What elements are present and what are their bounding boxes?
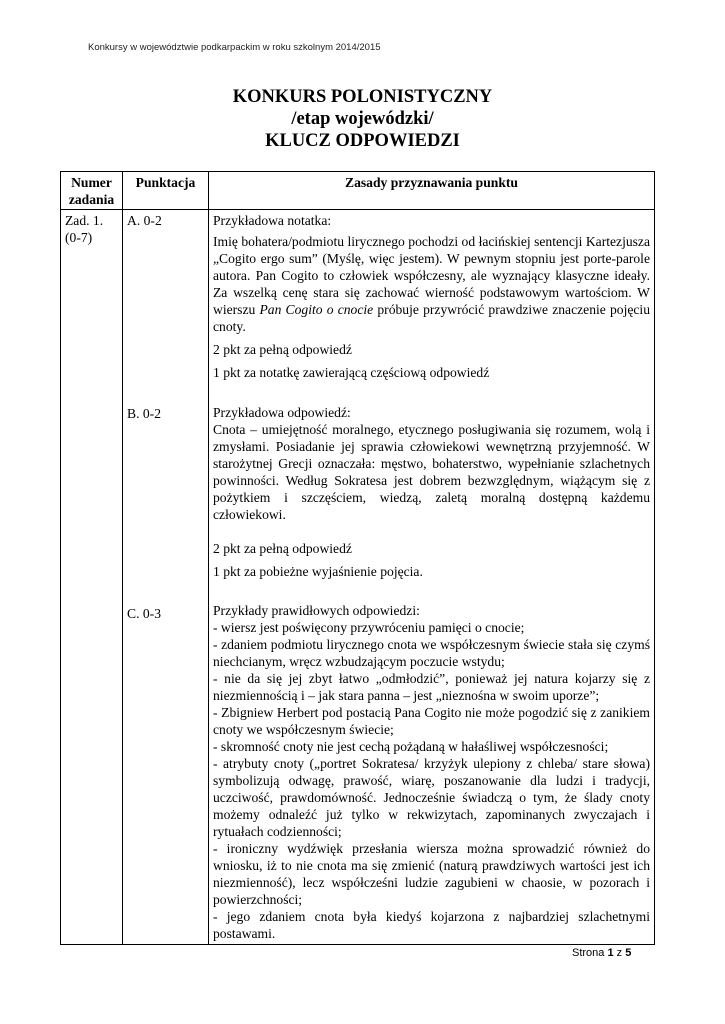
list-item: - jego zdaniem cnota była kiedyś kojarzona z najbardziej szlachetnymi postawami. — [213, 909, 650, 941]
section-a-text: Imię bohatera/podmiotu lirycznego pochodzi od łacińskiej sentencji Kartezjusza „Cogito ergo sum” (Myślę, więc jestem). W pewnym stopniu jest porte-parole autora. Pan Cogito to człowiek współczesny, ale wyznający klasyczne ideały. Za wszelką cenę stara się zachować wierność podstawowym wartościom. W wierszu Pan Cogito o cnocie próbuje przywrócić prawdziwe znaczenie pojęciu cnoty. — [213, 234, 650, 334]
list-item: - skromność cnoty nie jest cechą pożądaną w hałaśliwej współczesności; — [213, 739, 609, 754]
title-line-3: KLUCZ ODPOWIEDZI — [265, 131, 460, 151]
list-item: - zdaniem podmiotu lirycznego cnota we współczesnym świecie stała się czymś niechcianym, wręcz wzbudzającym poczucie wstydu; — [213, 637, 650, 669]
title-line-2: /etap wojewódzki/ — [291, 109, 434, 129]
section-b-text: Cnota – umiejętność moralnego, etycznego posługiwania się rozumem, wolą i zmysłami. Posiadanie jej sprawia człowiekowi wewnętrzną przyjemność. W starożytnej Grecji oznaczała: męstwo, bohaterstwo, wypełnianie szlachetnych powinności. Według Sokratesa jest dobrem bezwzględnym, wiążącym się z pożytkiem i szczęściem, wiedzą, zaletą moralną dostępną każdemu człowiekowi. — [213, 422, 650, 522]
section-a-label: A. 0-2 — [127, 213, 162, 228]
document-title — [0, 86, 725, 152]
running-header: Konkursy w województwie podkarpackim w roku szkolnym 2014/2015 — [88, 42, 381, 53]
list-item: - wiersz jest poświęcony przywróceniu pamięci o cnocie; — [213, 620, 525, 635]
section-c-intro: Przykłady prawidłowych odpowiedzi: — [213, 603, 420, 618]
scoring-cell — [123, 210, 209, 945]
section-c-label: C. 0-3 — [127, 606, 161, 621]
list-item: - nie da się jej zbyt łatwo „odmłodzić”, ponieważ jej natura kojarzy się z niezmiennością i – jak stara panna – jest „nieznośna w swoim uporze”; — [213, 671, 650, 703]
section-a-score-partial: 1 pkt za notatkę zawierającą częściową odpowiedź — [213, 365, 490, 380]
poem-title: Pan Cogito o cnocie — [259, 302, 374, 317]
answer-key-table — [60, 171, 655, 945]
section-b-intro: Przykładowa odpowiedź: — [213, 405, 351, 420]
total-pages: 5 — [625, 947, 632, 959]
section-b-score-partial: 1 pkt za pobieżne wyjaśnienie pojęcia. — [213, 564, 423, 579]
title-line-1: KONKURS POLONISTYCZNY — [232, 87, 493, 107]
header-scoring: Punktacja — [123, 172, 209, 210]
task-number-cell — [61, 210, 123, 945]
page-number: Strona 1 z 5 — [572, 947, 632, 959]
section-b-score-full: 2 pkt za pełną odpowiedź — [213, 541, 352, 556]
list-item: - ironiczny wydźwięk przesłania wiersza można sprowadzić również do wniosku, iż to nie cnota ma się zmienić (naturą prawdziwych wartości jest ich niezmienność), lecz współcześni ludzie zagubieni w chaosie, w pozorach i powierzchności; — [213, 841, 650, 907]
rules-cell — [209, 210, 655, 945]
current-page: 1 — [607, 947, 614, 959]
section-b-label: B. 0-2 — [127, 406, 161, 421]
header-scoring-rules: Zasady przyznawania punktu — [209, 172, 655, 210]
section-a-score-full: 2 pkt za pełną odpowiedź — [213, 342, 352, 357]
header-task-number: Numer zadania — [61, 172, 123, 210]
task-range: (0-7) — [65, 230, 93, 245]
table-header-row — [61, 172, 655, 210]
list-item: - atrybuty cnoty („portret Sokratesa/ krzyżyk ulepiony z chleba/ stare słowa) symbolizują odwagę, prawość, wiarę, poszanowanie dla ludzi i tradycji, uczciwość, prawdomówność. Jednocześnie świadczą o tym, że ślady cnoty możemy odnaleźć już tylko w rekwizytach, zapominanych zwyczajach i rytuałach codzienności; — [213, 756, 650, 839]
section-a-intro: Przykładowa notatka: — [213, 213, 332, 228]
list-item: - Zbigniew Herbert pod postacią Pana Cogito nie może pogodzić się z zanikiem cnoty we współczesnym świecie; — [213, 705, 650, 737]
task-number: Zad. 1. — [65, 213, 104, 228]
table-row — [61, 210, 655, 945]
